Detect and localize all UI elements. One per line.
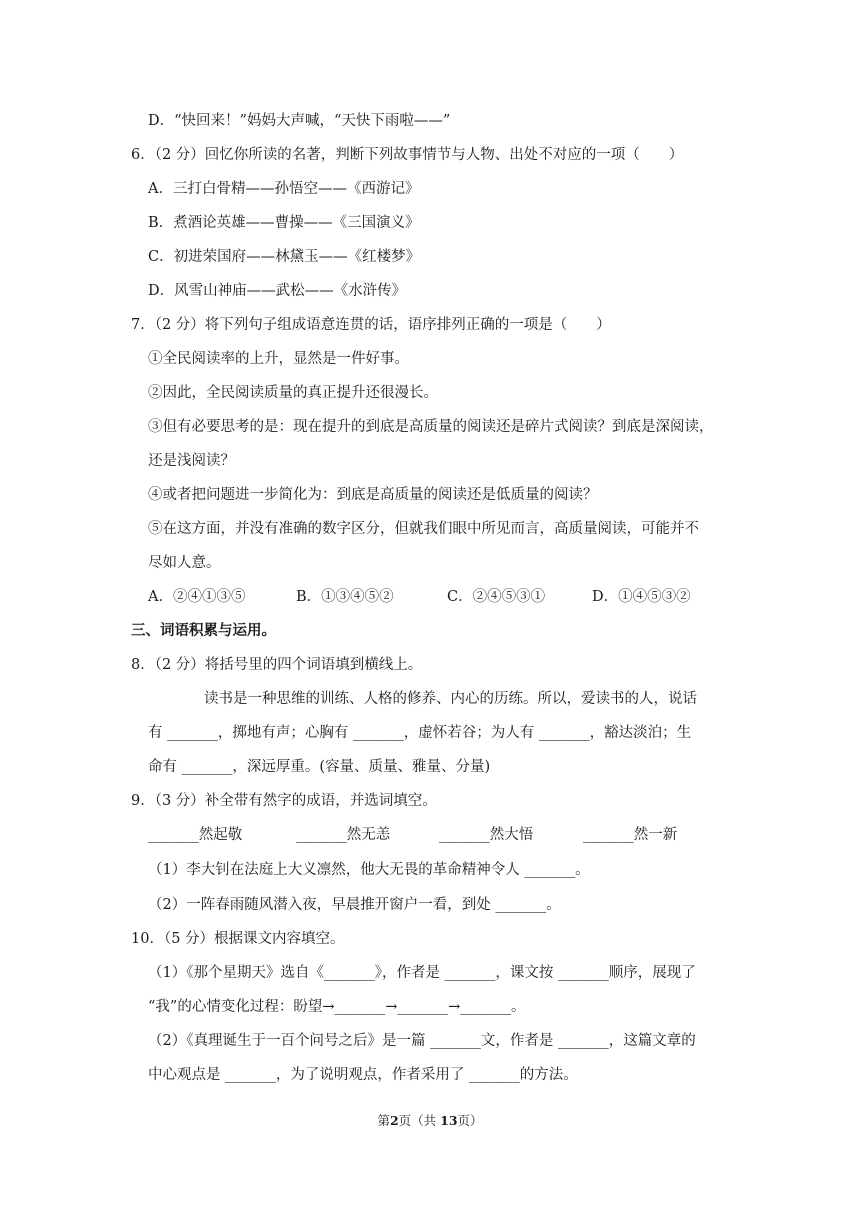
q7-option-c: C．②④⑤③① bbox=[447, 589, 546, 605]
q8-passage-line2: 有 _______，掷地有声；心胸有 _______，虚怀若谷；为人有 _______，豁达淡泊；生 bbox=[148, 725, 692, 741]
q7-stem: 7．（2 分）将下列句子组成语意连贯的话，语序排列正确的一项是（ ） bbox=[131, 317, 611, 333]
section-3-title: 三、词语积累与运用。 bbox=[131, 622, 276, 639]
footer-prefix: 第 bbox=[377, 1113, 390, 1128]
footer-middle: 页（共 bbox=[398, 1113, 441, 1128]
q9-idiom-1: _______然起敬 bbox=[148, 827, 243, 843]
q6-option-a: A．三打白骨精——孙悟空——《西游记》 bbox=[148, 181, 420, 197]
q5-option-d: D．“快回来！”妈妈大声喊，“天快下雨啦——” bbox=[148, 113, 451, 129]
q7-sentence-5-line2: 尽如人意。 bbox=[148, 555, 221, 571]
q9-idiom-3: _______然大悟 bbox=[439, 827, 534, 843]
q9-stem: 9．（3 分）补全带有然字的成语，并选词填空。 bbox=[131, 793, 437, 809]
q6-option-b: B．煮酒论英雄——曹操——《三国演义》 bbox=[148, 215, 420, 231]
q9-sub-1: （1）李大钊在法庭上大义凛然，他大无畏的革命精神令人 _______。 bbox=[148, 862, 590, 878]
q8-passage-line1: 读书是一种思维的训练、人格的修养、内心的历练。所以，爱读书的人，说话 bbox=[204, 691, 697, 707]
q10-sub-1-line1: （1）《那个星期天》选自《_______》，作者是 _______，课文按 _______顺序，展现了 bbox=[148, 965, 696, 981]
q7-sentence-2: ②因此，全民阅读质量的真正提升还很漫长。 bbox=[148, 385, 438, 401]
page-footer bbox=[0, 1111, 860, 1129]
q7-sentence-3-line1: ③但有必要思考的是：现在提升的到底是高质量的阅读还是碎片式阅读？到底是深阅读， bbox=[148, 419, 714, 435]
q10-sub-1-line2: “我”的心情变化过程：盼望→_______→_______→_______。 bbox=[148, 999, 526, 1015]
q7-options bbox=[148, 587, 691, 607]
q7-option-d: D．①④⑤③② bbox=[592, 589, 691, 605]
footer-suffix: 页） bbox=[457, 1113, 483, 1128]
q6-option-d: D．风雪山神庙——武松——《水浒传》 bbox=[148, 283, 407, 299]
q10-sub-2-line1: （2）《真理诞生于一百个问号之后》是一篇 _______文，作者是 _______，这篇文章的 bbox=[148, 1033, 696, 1049]
q7-sentence-4: ④或者把问题进一步简化为：到底是高质量的阅读还是低质量的阅读？ bbox=[148, 487, 598, 503]
q8-stem: 8．（2 分）将括号里的四个词语填到横线上。 bbox=[131, 657, 423, 673]
q9-sub-2: （2）一阵春雨随风潜入夜，早晨推开窗户一看，到处 _______。 bbox=[148, 897, 561, 913]
q6-stem: 6．（2 分）回忆你所读的名著，判断下列故事情节与人物、出处不对应的一项（ ） bbox=[131, 147, 684, 163]
footer-page-number: 2 bbox=[389, 1113, 399, 1128]
q6-option-c: C．初进荣国府——林黛玉——《红楼梦》 bbox=[148, 249, 421, 265]
q9-idiom-4: _______然一新 bbox=[583, 827, 678, 843]
q10-stem: 10．（5 分）根据课文内容填空。 bbox=[131, 931, 345, 947]
q7-option-b: B．①③④⑤② bbox=[296, 589, 394, 605]
footer-total-pages: 13 bbox=[440, 1113, 458, 1128]
q7-option-a: A．②④①③⑤ bbox=[148, 589, 246, 605]
q9-idiom-2: _______然无恙 bbox=[296, 827, 391, 843]
q10-sub-2-line2: 中心观点是 _______，为了说明观点，作者采用了 _______的方法。 bbox=[148, 1067, 578, 1083]
q8-passage-line3: 命有 _______，深远厚重。(容量、质量、雅量、分量) bbox=[148, 759, 491, 775]
q7-sentence-1: ①全民阅读率的上升，显然是一件好事。 bbox=[148, 351, 409, 367]
q7-sentence-3-line2: 还是浅阅读？ bbox=[148, 453, 235, 469]
q7-sentence-5-line1: ⑤在这方面，并没有准确的数字区分，但就我们眼中所见而言，高质量阅读，可能并不 bbox=[148, 521, 699, 537]
